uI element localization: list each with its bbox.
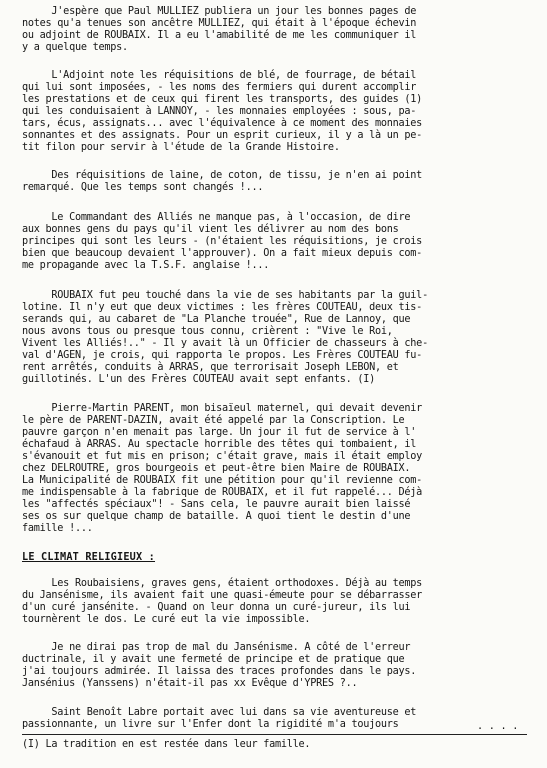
text-line: ROUBAIX fut peu touché dans la vie de ses habitants par la guil-	[22, 290, 428, 301]
section-heading: LE CLIMAT RELIGIEUX :	[22, 552, 156, 563]
text-line: y a quelque temps.	[22, 42, 128, 53]
text-line: qui lui sont imposées, - les noms des fermiers qui durent accomplir	[22, 82, 417, 93]
text-line: J'espère que Paul MULLIEZ publiera un jour les bonnes pages de	[22, 6, 417, 17]
text-line: Jansénius (Yanssens) n'était-il pas xx Evêque d'YPRES ?..	[22, 678, 358, 689]
text-line: chez DELROUTRE, gros bourgeois et peut-être bien Maire de ROUBAIX.	[22, 463, 411, 474]
text-line: me propagande avec la T.S.F. anglaise !...	[22, 260, 270, 271]
text-line: ductrinale, il y avait une fermeté de principe et de pratique que	[22, 654, 405, 665]
text-line: ou adjoint de ROUBAIX. Il a eu l'amabilité de me les communiquer il	[22, 30, 417, 41]
text-line: d'un curé jansénite. - Quand on leur donna un curé-jureur, ils lui	[22, 602, 411, 613]
text-line: sonnantes et des assignats. Pour un esprit curieux, il y a là un pe-	[22, 130, 423, 141]
text-line: Je ne dirai pas trop de mal du Jansénisme. A côté de l'erreur	[22, 642, 411, 653]
continuation-dots: . . . .	[477, 721, 519, 732]
footnote: (I) La tradition en est restée dans leur famille.	[22, 739, 311, 750]
text-line: Pierre-Martin PARENT, mon bisaïeul maternel, qui devait devenir	[22, 403, 423, 414]
text-line: serands qui, au cabaret de "La Planche trouée", Rue de Lannoy, que	[22, 314, 411, 325]
text-line: s'évanouit et fut mis en prison; c'était grave, mais il était employ	[22, 451, 423, 462]
text-line: me indispensable à la fabrique de ROUBAIX, et il fut rappelé... Déjà	[22, 487, 423, 498]
text-line: aux bonnes gens du pays qu'il vient les délivrer au nom des bons	[22, 224, 399, 235]
text-line: tars, écus, assignats... avec l'équivalence à ce moment des monnaies	[22, 118, 423, 129]
text-line: le père de PARENT-DAZIN, avait été appelé par la Conscription. Le	[22, 415, 405, 426]
text-line: les "affectés spéciaux"! - Sans cela, le pauvre aurait bien laissé	[22, 499, 411, 510]
text-line: qui les conduisaient à LANNOY, - les monnaies employées : sous, pa-	[22, 106, 417, 117]
text-line: principes qui sont les leurs - (n'étaient les réquisitions, je crois	[22, 236, 423, 247]
text-line: notes qu'a tenues son ancêtre MULLIEZ, qui était à l'époque échevin	[22, 18, 417, 29]
text-line: La Municipalité de ROUBAIX fit une pétition pour qu'il revienne com-	[22, 475, 423, 486]
text-line: les prestations et de ceux qui firent les transports, des guides (1)	[22, 94, 423, 105]
text-line: Les Roubaisiens, graves gens, étaient orthodoxes. Déjà au temps	[22, 578, 423, 589]
text-line: tournèrent le dos. Le curé eut la vie impossible.	[22, 614, 311, 625]
text-line: Vivent les Alliés!.." - Il y avait là un Officier de chasseurs à che-	[22, 338, 428, 349]
text-line: val d'AGEN, je crois, qui rapporta le propos. Les Frères COUTEAU fu-	[22, 350, 423, 361]
text-line: passionnante, un livre sur l'Enfer dont la rigidité m'a toujours	[22, 719, 399, 730]
text-line: Saint Benoît Labre portait avec lui dans sa vie aventureuse et	[22, 707, 417, 718]
text-line: guillotinés. L'un des Frères COUTEAU avait sept enfants. (I)	[22, 374, 376, 385]
text-line: remarqué. Que les temps sont changés !...	[22, 182, 264, 193]
text-line: famille !...	[22, 523, 93, 534]
text-line: du Jansénisme, ils avaient fait une quasi-émeute pour se débarrasser	[22, 590, 423, 601]
text-line: nous avons tous ou presque tous connu, crièrent : "Vive le Roi,	[22, 326, 393, 337]
text-line: j'ai toujours admirée. Il laissa des traces profondes dans le pays.	[22, 666, 417, 677]
footnote-rule	[22, 734, 527, 735]
text-line: tit filon pour servir à l'étude de la Grande Histoire.	[22, 142, 340, 153]
text-line: Des réquisitions de laine, de coton, de tissu, je n'en ai point	[22, 170, 423, 181]
text-line: lotine. Il n'y eut que deux victimes : les frères COUTEAU, deux tis-	[22, 302, 423, 313]
text-line: rent arrêtés, conduits à ARRAS, que terrorisait Joseph LEBON, et	[22, 362, 399, 373]
text-line: pauvre garçon n'en menait pas large. Un jour il fut de service à l'	[22, 427, 417, 438]
text-line: bien que beaucoup devaient l'approuver). On a fait mieux depuis com-	[22, 248, 423, 259]
text-line: L'Adjoint note les réquisitions de blé, de fourrage, de bétail	[22, 70, 417, 81]
text-line: ses os sur quelque champ de bataille. A quoi tient le destin d'une	[22, 511, 411, 522]
text-line: Le Commandant des Alliés ne manque pas, à l'occasion, de dire	[22, 212, 411, 223]
text-line: échafaud à ARRAS. Au spectacle horrible des têtes qui tombaient, il	[22, 439, 417, 450]
